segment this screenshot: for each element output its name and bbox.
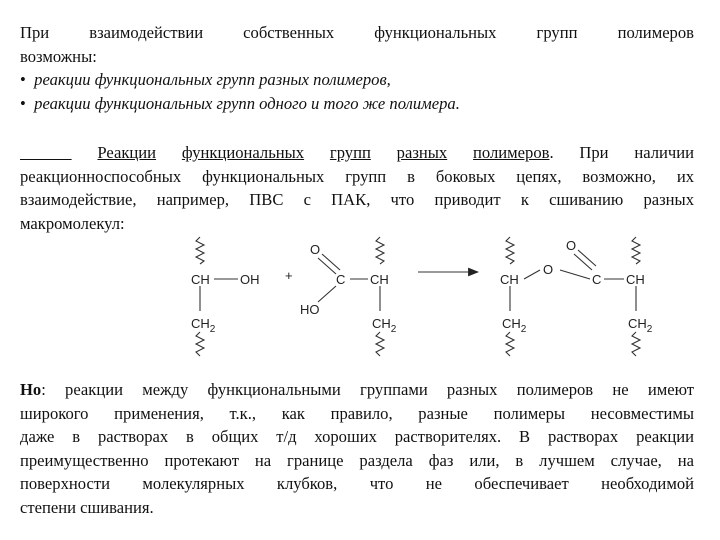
bond-o-c — [560, 270, 590, 279]
label-ho: HO — [300, 302, 320, 317]
wavy-chain-2-bottom — [376, 332, 384, 356]
heading-word: Реакции — [97, 143, 157, 162]
reaction-scheme — [0, 232, 720, 362]
wavy-chain-1-top — [196, 237, 204, 264]
label-o-1: O — [310, 242, 321, 257]
bullet-dot-icon: • — [20, 93, 26, 113]
heading-word: разных — [396, 143, 448, 162]
label-ch-3: CH — [500, 272, 519, 287]
double-bond-c — [574, 254, 592, 270]
bullet-dot-icon: • — [20, 70, 26, 89]
section-paragraph — [20, 141, 694, 235]
bullet-text-2: реакции функциональных групп одного и того же полимера. — [34, 93, 460, 113]
note-line-2: широкого применения, т.к., как правило, разные полимеры несовместимы — [20, 403, 694, 423]
note-line-1 — [20, 378, 694, 402]
label-ch-1: CH — [191, 272, 210, 287]
section-line-3: взаимодействие, например, ПВС с ПАК, что приводит к сшиванию разных — [20, 190, 694, 209]
bullet-item-1 — [20, 68, 694, 92]
section-heading-line — [20, 141, 694, 165]
label-ch2-1: $CH_2$ — [191, 316, 216, 335]
wavy-chain-3-top — [506, 237, 514, 264]
note-line-3: даже в растворах в общих т/д хороших растворителях. В растворах реакции — [20, 427, 694, 446]
label-o-ester: O — [543, 262, 554, 277]
bond-ch-o — [524, 270, 540, 279]
double-bond-b — [322, 254, 340, 270]
label-ch2-3: $CH_2$ — [502, 316, 527, 335]
bond-c-oh — [318, 286, 336, 302]
intro-line-1: При взаимодействии собственных функциональных групп полимеров — [20, 23, 694, 42]
section-line-2: реакционноспособных функциональных групп в боковых цепях, возможно, их — [20, 166, 694, 186]
note-line-4: преимущественно протекают на границе раздела фаз или, в лучшем случае, на — [20, 450, 694, 470]
label-c-1: C — [336, 272, 346, 287]
heading-word: групп — [329, 143, 371, 162]
note-line-5: поверхности молекулярных клубков, что не обеспечивает необходимой — [20, 474, 694, 493]
intro-paragraph — [20, 21, 694, 115]
note-line-6: степени сшивания. — [20, 497, 154, 517]
heading-indent — [20, 143, 72, 162]
double-bond-a — [318, 258, 336, 274]
plus-sign: + — [285, 268, 293, 283]
heading-word: полимеров — [473, 143, 550, 162]
heading-tail: . При наличии — [549, 143, 695, 162]
wavy-chain-3-bottom — [506, 332, 514, 356]
label-ch-4: CH — [626, 272, 645, 287]
wavy-chain-2-top — [376, 237, 384, 264]
label-ch2-2: $CH_2$ — [372, 316, 397, 335]
note-text-1: : реакции между функциональными группами разных полимеров не имеют — [41, 380, 694, 399]
bullet-text-1: реакции функциональных групп разных полимеров, — [34, 70, 391, 89]
wavy-chain-4-bottom — [632, 332, 640, 356]
double-bond-d — [578, 250, 596, 266]
note-paragraph — [20, 378, 694, 519]
heading-word: функциональных — [181, 143, 305, 162]
section-line-4: макромолекул: — [20, 213, 125, 233]
intro-line-2: возможны: — [20, 46, 97, 66]
bullet-item-2 — [20, 92, 694, 116]
wavy-chain-1-bottom — [196, 332, 204, 356]
note-label: Но — [20, 380, 42, 399]
label-c-2: C — [592, 272, 602, 287]
label-oh: OH — [240, 272, 260, 287]
label-o-2: O — [566, 238, 577, 253]
wavy-chain-4-top — [632, 237, 640, 264]
label-ch2-4: $CH_2$ — [628, 316, 653, 335]
label-ch-2: CH — [370, 272, 389, 287]
